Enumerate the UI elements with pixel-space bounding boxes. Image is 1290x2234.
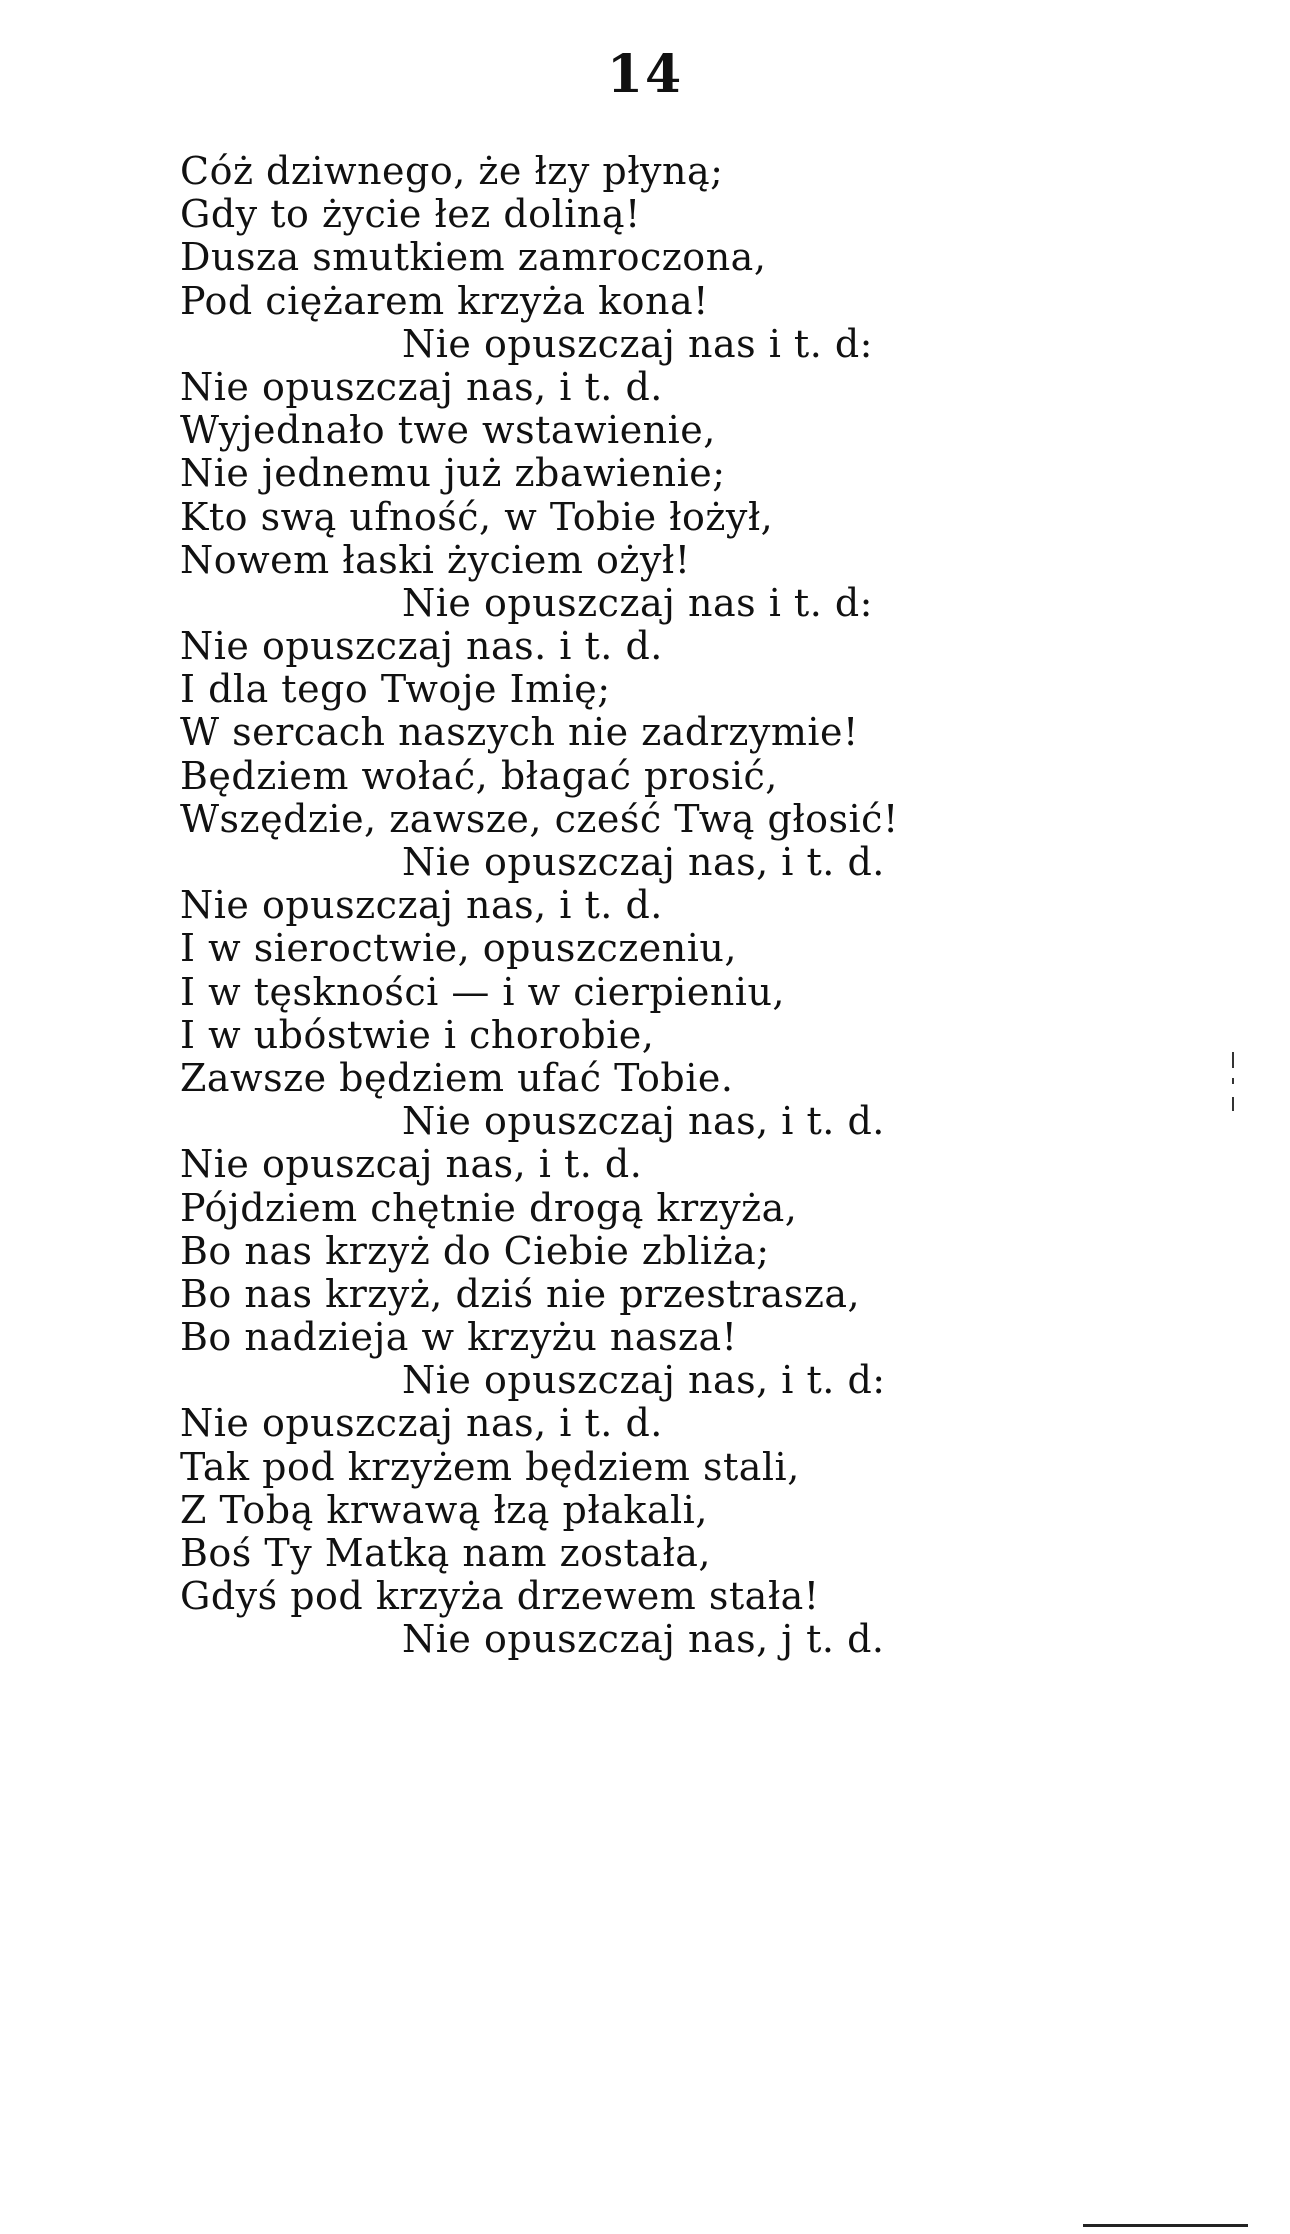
verse-line: W sercach naszych nie zadrzymie!: [180, 710, 859, 755]
verse-line: Pod ciężarem krzyża kona!: [180, 278, 709, 323]
refrain-line: Nie opuszczaj nas, i t. d.: [402, 840, 885, 884]
verse-line: Pójdziem chętnie drogą krzyża,: [180, 1185, 798, 1230]
refrain-line: Nie opuszczaj nas i t. d:: [402, 321, 873, 366]
verse-line: Bo nas krzyż, dziś nie przestrasza,: [180, 1271, 861, 1316]
margin-mark: [1232, 1052, 1234, 1068]
verse-line: Bo nas krzyż do Ciebie zbliża;: [180, 1228, 770, 1273]
verse-line: Nie opuszczaj nas. i t. d.: [180, 624, 663, 669]
bottom-rule: [1083, 2224, 1248, 2227]
verse-line: Nie opuszczaj nas, i t. d.: [180, 1401, 663, 1446]
verse-line: Nie opuszcaj nas, i t. d.: [180, 1142, 643, 1187]
verse-line: Dusza smutkiem zamroczona,: [180, 235, 767, 280]
margin-mark: [1232, 1078, 1234, 1084]
verse-line: Tak pod krzyżem będziem stali,: [180, 1444, 800, 1489]
verse-line: Wszędzie, zawsze, cześć Twą głosić!: [180, 796, 899, 841]
verse-line: Wyjednało twe wstawienie,: [180, 408, 716, 453]
verse-line: Gdy to życie łez doliną!: [180, 192, 641, 237]
refrain-line: Nie opuszczaj nas i t. d:: [402, 580, 873, 625]
margin-mark: [1232, 1097, 1234, 1111]
verse-line: Kto swą ufność, w Tobie łożył,: [180, 494, 774, 539]
refrain-line: Nie opuszczaj nas, j t. d.: [402, 1617, 885, 1662]
verse-line: I dla tego Twoje Imię;: [180, 667, 611, 712]
verse-line: I w tęskności — i w cierpieniu,: [180, 969, 786, 1014]
verse-line: Cóż dziwnego, że łzy płyną;: [180, 149, 724, 193]
verse-line: Nie opuszczaj nas, i t. d.: [180, 364, 663, 409]
verse-line: Nie opuszczaj nas, i t. d.: [180, 883, 663, 928]
refrain-line: Nie opuszczaj nas, i t. d:: [402, 1358, 886, 1403]
verse-line: I w sieroctwie, opuszczeniu,: [180, 926, 737, 971]
refrain-line: Nie opuszczaj nas, i t. d.: [402, 1099, 885, 1144]
verse-line: Z Tobą krwawą łzą płakali,: [180, 1487, 708, 1532]
page-number: 14: [606, 44, 684, 105]
verse-line: Zawsze będziem ufać Tobie.: [180, 1055, 734, 1100]
verse-line: Nowem łaski życiem ożył!: [180, 537, 691, 582]
verse-line: Nie jednemu już zbawienie;: [180, 451, 726, 496]
verse-line: I w ubóstwie i chorobie,: [180, 1012, 655, 1057]
verse-line: Bo nadzieja w krzyżu nasza!: [180, 1315, 738, 1360]
verse-line: Będziem wołać, błagać prosić,: [180, 753, 778, 798]
hymn-text: [180, 150, 1220, 1662]
verse-line: Boś Ty Matką nam została,: [180, 1531, 711, 1575]
verse-line: Gdyś pod krzyża drzewem stała!: [180, 1574, 820, 1619]
